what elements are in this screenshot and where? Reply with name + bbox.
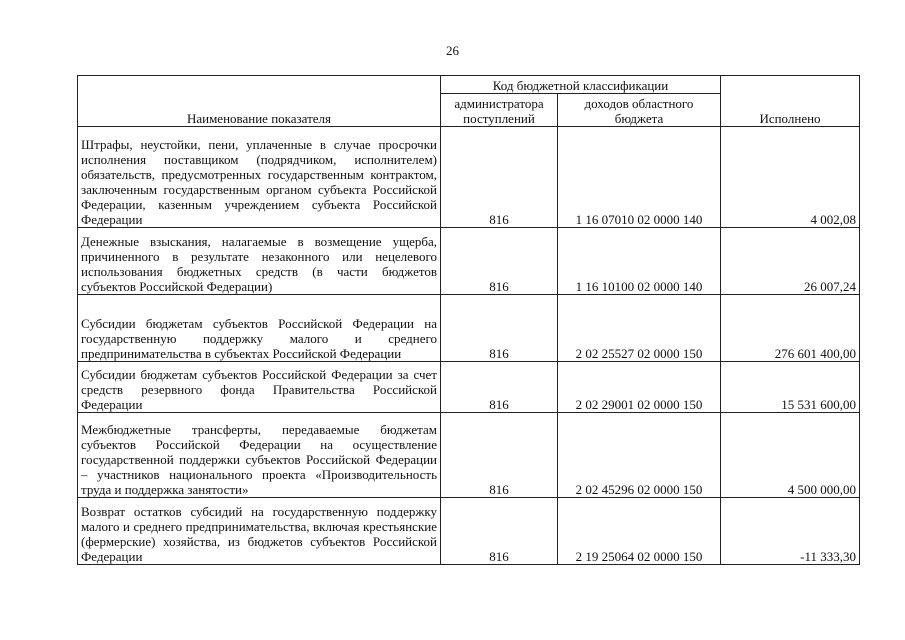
row-amount: 4 500 000,00 [721,413,860,498]
row-amount: 15 531 600,00 [721,362,860,413]
table-row [78,228,860,295]
row-amount: 276 601 400,00 [721,295,860,362]
row-name: Денежные взыскания, налагаемые в возмещение ущерба, причиненного в результате незаконного или нецелевого использования бюджетных средств (в части бюджетов субъектов Российской Федерации) [78,228,441,295]
row-code: 2 02 29001 02 0000 150 [558,362,721,413]
row-name: Субсидии бюджетам субъектов Российской Федерации за счет средств резервного фонда Правительства Российской Федерации [78,362,441,413]
row-code: 1 16 07010 02 0000 140 [558,127,721,228]
header-income: доходов областного бюджета [558,94,721,127]
header-row-top [78,76,860,94]
row-name: Межбюджетные трансферты, передаваемые бюджетам субъектов Российской Федерации на осуществление государственной поддержки субъектов Российской Федерации – участников национального проекта «Производительность труда и поддержка занятости» [78,413,441,498]
row-name: Штрафы, неустойки, пени, уплаченные в случае просрочки исполнения поставщиком (подрядчиком, исполнителем) обязательств, предусмотренных государственным контрактом, заключенным государственным органом субъекта Российской Федерации, казенным учреждением субъекта Российской Федерации [78,127,441,228]
row-admin: 816 [441,127,558,228]
row-name: Возврат остатков субсидий на государственную поддержку малого и среднего предпринимательства, включая крестьянские (фермерские) хозяйства, из бюджетов субъектов Российской Федерации [78,498,441,565]
row-admin: 816 [441,295,558,362]
table-row [78,127,860,228]
header-admin: администратора поступлений [441,94,558,127]
row-admin: 816 [441,413,558,498]
page-number: 26 [446,43,459,58]
row-admin: 816 [441,228,558,295]
table-row [78,413,860,498]
row-admin: 816 [441,498,558,565]
row-code: 2 02 25527 02 0000 150 [558,295,721,362]
row-admin: 816 [441,362,558,413]
table-row [78,295,860,362]
row-code: 2 02 45296 02 0000 150 [558,413,721,498]
row-code: 2 19 25064 02 0000 150 [558,498,721,565]
row-name: Субсидии бюджетам субъектов Российской Федерации на государственную поддержку малого и среднего предпринимательства в субъектах Российской Федерации [78,295,441,362]
table-row [78,362,860,413]
header-code-group: Код бюджетной классификации [441,76,721,94]
budget-table [77,75,860,565]
row-amount: 26 007,24 [721,228,860,295]
table-row [78,498,860,565]
row-code: 1 16 10100 02 0000 140 [558,228,721,295]
row-amount: 4 002,08 [721,127,860,228]
header-name: Наименование показателя [78,76,441,127]
row-amount: -11 333,30 [721,498,860,565]
header-executed: Исполнено [721,76,860,127]
